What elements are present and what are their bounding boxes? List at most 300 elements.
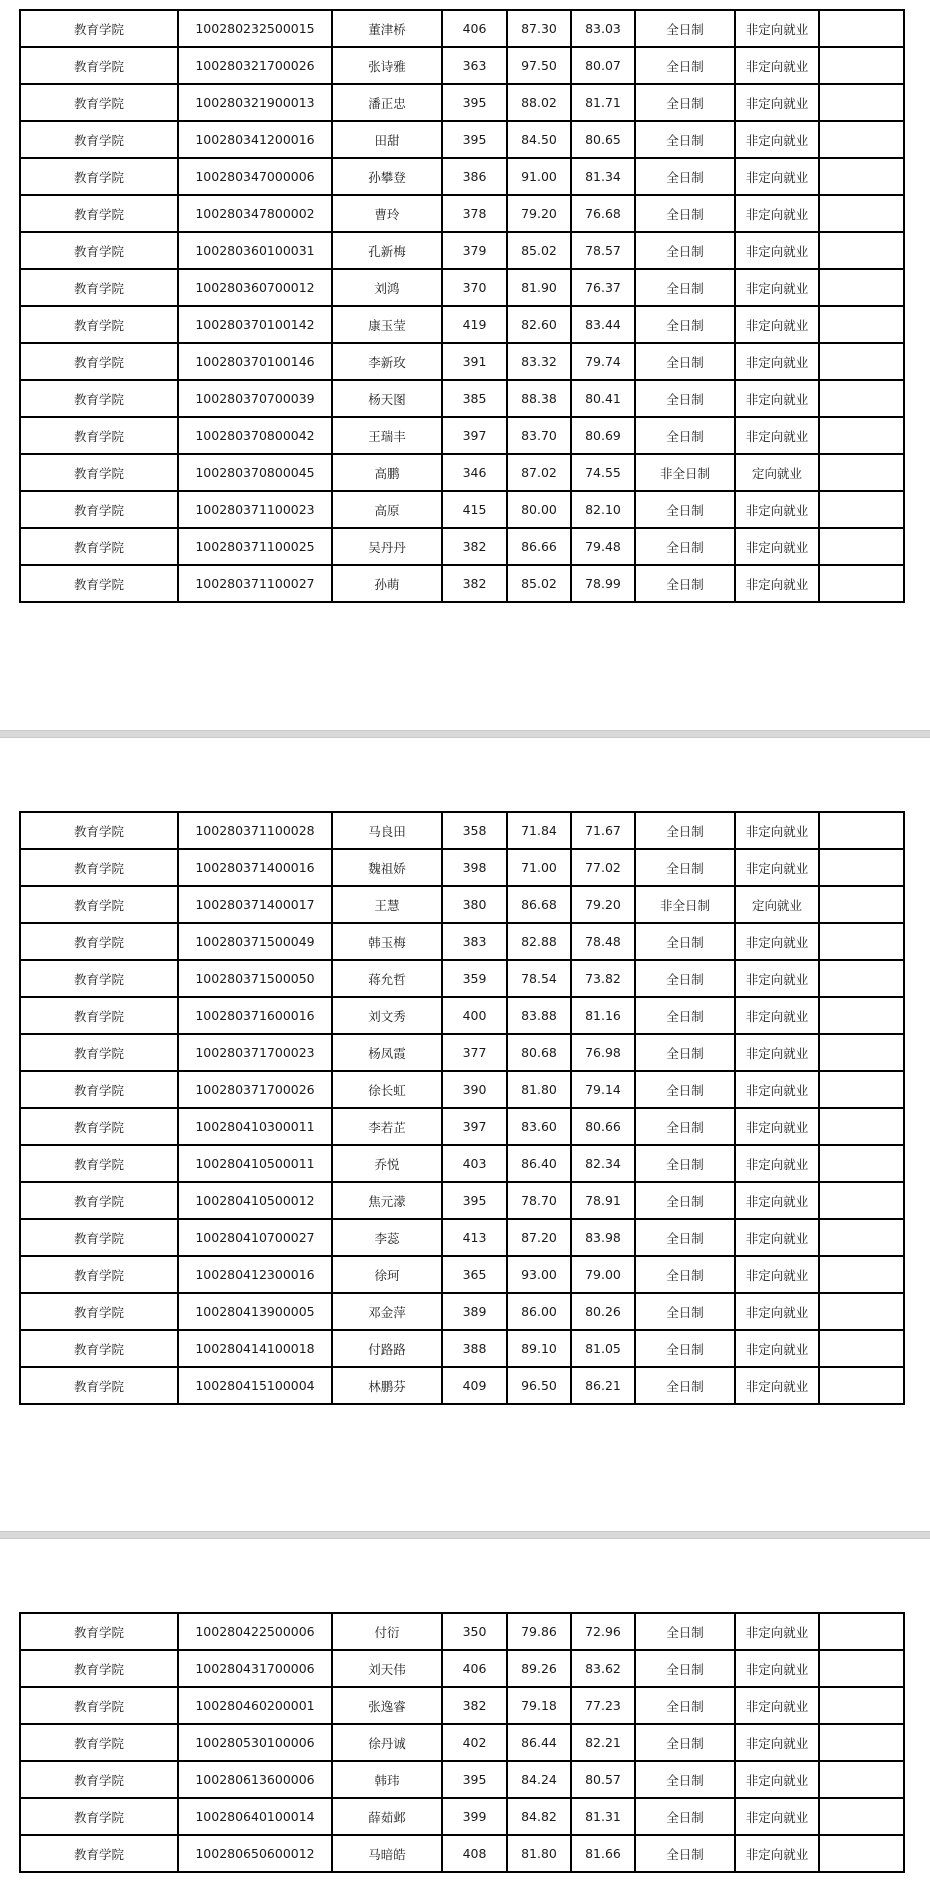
- remark-cell: [819, 10, 904, 47]
- employment-type-cell: 非定向就业: [735, 491, 819, 528]
- table-row: [20, 1835, 904, 1872]
- employment-type-cell: 非定向就业: [735, 1145, 819, 1182]
- total-score-cell: 83.03: [571, 10, 635, 47]
- remark-cell: [819, 1687, 904, 1724]
- employment-type-cell: 非定向就业: [735, 565, 819, 602]
- college-cell: 教育学院: [20, 1761, 178, 1798]
- college-cell: 教育学院: [20, 1367, 178, 1404]
- initial-score-cell: 388: [442, 1330, 507, 1367]
- remark-cell: [819, 232, 904, 269]
- name-cell: 邓金萍: [332, 1293, 442, 1330]
- name-cell: 王瑞丰: [332, 417, 442, 454]
- total-score-cell: 80.66: [571, 1108, 635, 1145]
- initial-score-cell: 382: [442, 565, 507, 602]
- name-cell: 徐长虹: [332, 1071, 442, 1108]
- table-row: [20, 1256, 904, 1293]
- total-score-cell: 82.34: [571, 1145, 635, 1182]
- name-cell: 曹玲: [332, 195, 442, 232]
- table-row: [20, 195, 904, 232]
- retest-score-cell: 80.68: [507, 1034, 571, 1071]
- total-score-cell: 81.16: [571, 997, 635, 1034]
- college-cell: 教育学院: [20, 1293, 178, 1330]
- remark-cell: [819, 47, 904, 84]
- exam-id-cell: 100280371700023: [178, 1034, 332, 1071]
- retest-score-cell: 81.80: [507, 1835, 571, 1872]
- name-cell: 刘鸿: [332, 269, 442, 306]
- remark-cell: [819, 1724, 904, 1761]
- name-cell: 潘正忠: [332, 84, 442, 121]
- study-mode-cell: 全日制: [635, 1293, 735, 1330]
- initial-score-cell: 403: [442, 1145, 507, 1182]
- total-score-cell: 72.96: [571, 1613, 635, 1650]
- table-row: [20, 1034, 904, 1071]
- total-score-cell: 77.23: [571, 1687, 635, 1724]
- study-mode-cell: 全日制: [635, 1724, 735, 1761]
- employment-type-cell: 非定向就业: [735, 1724, 819, 1761]
- college-cell: 教育学院: [20, 158, 178, 195]
- table-row: [20, 528, 904, 565]
- initial-score-cell: 389: [442, 1293, 507, 1330]
- admission-table-page-1: [19, 9, 905, 603]
- exam-id-cell: 100280371100025: [178, 528, 332, 565]
- total-score-cell: 76.98: [571, 1034, 635, 1071]
- employment-type-cell: 非定向就业: [735, 232, 819, 269]
- study-mode-cell: 全日制: [635, 380, 735, 417]
- name-cell: 孔新梅: [332, 232, 442, 269]
- initial-score-cell: 379: [442, 232, 507, 269]
- retest-score-cell: 84.82: [507, 1798, 571, 1835]
- study-mode-cell: 全日制: [635, 306, 735, 343]
- name-cell: 刘天伟: [332, 1650, 442, 1687]
- initial-score-cell: 377: [442, 1034, 507, 1071]
- retest-score-cell: 82.88: [507, 923, 571, 960]
- total-score-cell: 78.99: [571, 565, 635, 602]
- table-row: [20, 960, 904, 997]
- total-score-cell: 80.65: [571, 121, 635, 158]
- table-body: [20, 10, 904, 602]
- table-row: [20, 1108, 904, 1145]
- college-cell: 教育学院: [20, 306, 178, 343]
- name-cell: 张诗雅: [332, 47, 442, 84]
- exam-id-cell: 100280371400016: [178, 849, 332, 886]
- employment-type-cell: 非定向就业: [735, 960, 819, 997]
- college-cell: 教育学院: [20, 1219, 178, 1256]
- initial-score-cell: 386: [442, 158, 507, 195]
- study-mode-cell: 全日制: [635, 1687, 735, 1724]
- total-score-cell: 80.41: [571, 380, 635, 417]
- exam-id-cell: 100280321900013: [178, 84, 332, 121]
- total-score-cell: 76.68: [571, 195, 635, 232]
- table-row: [20, 1367, 904, 1404]
- study-mode-cell: 全日制: [635, 565, 735, 602]
- retest-score-cell: 84.50: [507, 121, 571, 158]
- study-mode-cell: 全日制: [635, 849, 735, 886]
- employment-type-cell: 非定向就业: [735, 47, 819, 84]
- remark-cell: [819, 923, 904, 960]
- employment-type-cell: 非定向就业: [735, 1071, 819, 1108]
- initial-score-cell: 359: [442, 960, 507, 997]
- exam-id-cell: 100280410500012: [178, 1182, 332, 1219]
- initial-score-cell: 370: [442, 269, 507, 306]
- retest-score-cell: 88.02: [507, 84, 571, 121]
- exam-id-cell: 100280650600012: [178, 1835, 332, 1872]
- study-mode-cell: 全日制: [635, 47, 735, 84]
- remark-cell: [819, 306, 904, 343]
- college-cell: 教育学院: [20, 343, 178, 380]
- name-cell: 韩玉梅: [332, 923, 442, 960]
- name-cell: 付路路: [332, 1330, 442, 1367]
- admission-table-page-2: [19, 811, 905, 1405]
- college-cell: 教育学院: [20, 1613, 178, 1650]
- initial-score-cell: 413: [442, 1219, 507, 1256]
- initial-score-cell: 406: [442, 10, 507, 47]
- remark-cell: [819, 195, 904, 232]
- name-cell: 董津桥: [332, 10, 442, 47]
- exam-id-cell: 100280370800045: [178, 454, 332, 491]
- study-mode-cell: 全日制: [635, 343, 735, 380]
- initial-score-cell: 395: [442, 1182, 507, 1219]
- initial-score-cell: 382: [442, 528, 507, 565]
- table-row: [20, 1687, 904, 1724]
- table-row: [20, 491, 904, 528]
- table-row: [20, 306, 904, 343]
- study-mode-cell: 全日制: [635, 84, 735, 121]
- initial-score-cell: 346: [442, 454, 507, 491]
- name-cell: 李若芷: [332, 1108, 442, 1145]
- retest-score-cell: 87.30: [507, 10, 571, 47]
- total-score-cell: 86.21: [571, 1367, 635, 1404]
- table-body: [20, 1613, 904, 1872]
- total-score-cell: 81.66: [571, 1835, 635, 1872]
- admission-table-page-3: [19, 1612, 905, 1873]
- college-cell: 教育学院: [20, 491, 178, 528]
- retest-score-cell: 83.32: [507, 343, 571, 380]
- employment-type-cell: 非定向就业: [735, 10, 819, 47]
- remark-cell: [819, 1071, 904, 1108]
- college-cell: 教育学院: [20, 1256, 178, 1293]
- total-score-cell: 80.26: [571, 1293, 635, 1330]
- college-cell: 教育学院: [20, 1687, 178, 1724]
- initial-score-cell: 350: [442, 1613, 507, 1650]
- initial-score-cell: 380: [442, 886, 507, 923]
- exam-id-cell: 100280414100018: [178, 1330, 332, 1367]
- table-row: [20, 849, 904, 886]
- employment-type-cell: 非定向就业: [735, 121, 819, 158]
- exam-id-cell: 100280530100006: [178, 1724, 332, 1761]
- initial-score-cell: 391: [442, 343, 507, 380]
- employment-type-cell: 非定向就业: [735, 1034, 819, 1071]
- study-mode-cell: 全日制: [635, 1071, 735, 1108]
- retest-score-cell: 81.80: [507, 1071, 571, 1108]
- remark-cell: [819, 380, 904, 417]
- exam-id-cell: 100280371500049: [178, 923, 332, 960]
- college-cell: 教育学院: [20, 195, 178, 232]
- exam-id-cell: 100280371100028: [178, 812, 332, 849]
- table-row: [20, 1330, 904, 1367]
- study-mode-cell: 非全日制: [635, 454, 735, 491]
- retest-score-cell: 86.40: [507, 1145, 571, 1182]
- employment-type-cell: 非定向就业: [735, 997, 819, 1034]
- exam-id-cell: 100280422500006: [178, 1613, 332, 1650]
- initial-score-cell: 397: [442, 417, 507, 454]
- college-cell: 教育学院: [20, 997, 178, 1034]
- retest-score-cell: 83.70: [507, 417, 571, 454]
- remark-cell: [819, 269, 904, 306]
- remark-cell: [819, 565, 904, 602]
- table-row: [20, 47, 904, 84]
- remark-cell: [819, 1034, 904, 1071]
- name-cell: 李新玫: [332, 343, 442, 380]
- name-cell: 马暗皓: [332, 1835, 442, 1872]
- name-cell: 孙攀登: [332, 158, 442, 195]
- employment-type-cell: 非定向就业: [735, 849, 819, 886]
- name-cell: 王慧: [332, 886, 442, 923]
- name-cell: 魏祖娇: [332, 849, 442, 886]
- remark-cell: [819, 812, 904, 849]
- retest-score-cell: 96.50: [507, 1367, 571, 1404]
- employment-type-cell: 非定向就业: [735, 380, 819, 417]
- table-row: [20, 1650, 904, 1687]
- exam-id-cell: 100280415100004: [178, 1367, 332, 1404]
- name-cell: 高鹏: [332, 454, 442, 491]
- study-mode-cell: 非全日制: [635, 886, 735, 923]
- study-mode-cell: 全日制: [635, 528, 735, 565]
- college-cell: 教育学院: [20, 84, 178, 121]
- exam-id-cell: 100280413900005: [178, 1293, 332, 1330]
- retest-score-cell: 86.00: [507, 1293, 571, 1330]
- college-cell: 教育学院: [20, 269, 178, 306]
- study-mode-cell: 全日制: [635, 10, 735, 47]
- table-row: [20, 1613, 904, 1650]
- initial-score-cell: 409: [442, 1367, 507, 1404]
- college-cell: 教育学院: [20, 565, 178, 602]
- initial-score-cell: 398: [442, 849, 507, 886]
- college-cell: 教育学院: [20, 849, 178, 886]
- name-cell: 李蕊: [332, 1219, 442, 1256]
- initial-score-cell: 378: [442, 195, 507, 232]
- table-row: [20, 812, 904, 849]
- exam-id-cell: 100280347800002: [178, 195, 332, 232]
- study-mode-cell: 全日制: [635, 1182, 735, 1219]
- table-row: [20, 269, 904, 306]
- retest-score-cell: 85.02: [507, 232, 571, 269]
- table-row: [20, 1145, 904, 1182]
- employment-type-cell: 非定向就业: [735, 417, 819, 454]
- remark-cell: [819, 84, 904, 121]
- study-mode-cell: 全日制: [635, 195, 735, 232]
- total-score-cell: 81.31: [571, 1798, 635, 1835]
- remark-cell: [819, 158, 904, 195]
- exam-id-cell: 100280371500050: [178, 960, 332, 997]
- college-cell: 教育学院: [20, 1835, 178, 1872]
- total-score-cell: 79.20: [571, 886, 635, 923]
- study-mode-cell: 全日制: [635, 1256, 735, 1293]
- college-cell: 教育学院: [20, 1724, 178, 1761]
- total-score-cell: 79.00: [571, 1256, 635, 1293]
- exam-id-cell: 100280410700027: [178, 1219, 332, 1256]
- college-cell: 教育学院: [20, 1108, 178, 1145]
- retest-score-cell: 83.60: [507, 1108, 571, 1145]
- table-row: [20, 417, 904, 454]
- name-cell: 孙萌: [332, 565, 442, 602]
- college-cell: 教育学院: [20, 1650, 178, 1687]
- study-mode-cell: 全日制: [635, 269, 735, 306]
- remark-cell: [819, 121, 904, 158]
- name-cell: 马良田: [332, 812, 442, 849]
- retest-score-cell: 79.86: [507, 1613, 571, 1650]
- remark-cell: [819, 1145, 904, 1182]
- initial-score-cell: 382: [442, 1687, 507, 1724]
- exam-id-cell: 100280360700012: [178, 269, 332, 306]
- retest-score-cell: 71.84: [507, 812, 571, 849]
- college-cell: 教育学院: [20, 960, 178, 997]
- retest-score-cell: 89.26: [507, 1650, 571, 1687]
- exam-id-cell: 100280460200001: [178, 1687, 332, 1724]
- college-cell: 教育学院: [20, 1145, 178, 1182]
- name-cell: 付衍: [332, 1613, 442, 1650]
- name-cell: 刘文秀: [332, 997, 442, 1034]
- table-row: [20, 1219, 904, 1256]
- total-score-cell: 76.37: [571, 269, 635, 306]
- study-mode-cell: 全日制: [635, 158, 735, 195]
- total-score-cell: 81.71: [571, 84, 635, 121]
- initial-score-cell: 400: [442, 997, 507, 1034]
- study-mode-cell: 全日制: [635, 923, 735, 960]
- retest-score-cell: 84.24: [507, 1761, 571, 1798]
- total-score-cell: 80.57: [571, 1761, 635, 1798]
- name-cell: 吴丹丹: [332, 528, 442, 565]
- name-cell: 田甜: [332, 121, 442, 158]
- total-score-cell: 83.62: [571, 1650, 635, 1687]
- employment-type-cell: 非定向就业: [735, 343, 819, 380]
- remark-cell: [819, 1367, 904, 1404]
- remark-cell: [819, 1293, 904, 1330]
- employment-type-cell: 非定向就业: [735, 1256, 819, 1293]
- retest-score-cell: 93.00: [507, 1256, 571, 1293]
- initial-score-cell: 365: [442, 1256, 507, 1293]
- employment-type-cell: 非定向就业: [735, 1293, 819, 1330]
- retest-score-cell: 86.66: [507, 528, 571, 565]
- exam-id-cell: 100280347000006: [178, 158, 332, 195]
- retest-score-cell: 86.44: [507, 1724, 571, 1761]
- initial-score-cell: 406: [442, 1650, 507, 1687]
- remark-cell: [819, 1650, 904, 1687]
- employment-type-cell: 非定向就业: [735, 1219, 819, 1256]
- total-score-cell: 83.98: [571, 1219, 635, 1256]
- college-cell: 教育学院: [20, 1798, 178, 1835]
- remark-cell: [819, 417, 904, 454]
- initial-score-cell: 383: [442, 923, 507, 960]
- total-score-cell: 82.21: [571, 1724, 635, 1761]
- name-cell: 韩玮: [332, 1761, 442, 1798]
- college-cell: 教育学院: [20, 812, 178, 849]
- employment-type-cell: 非定向就业: [735, 1108, 819, 1145]
- name-cell: 张逸睿: [332, 1687, 442, 1724]
- remark-cell: [819, 454, 904, 491]
- page-separator: [0, 1531, 930, 1539]
- exam-id-cell: 100280371700026: [178, 1071, 332, 1108]
- remark-cell: [819, 1613, 904, 1650]
- retest-score-cell: 81.90: [507, 269, 571, 306]
- total-score-cell: 80.07: [571, 47, 635, 84]
- employment-type-cell: 非定向就业: [735, 1650, 819, 1687]
- college-cell: 教育学院: [20, 923, 178, 960]
- exam-id-cell: 100280371100027: [178, 565, 332, 602]
- employment-type-cell: 非定向就业: [735, 1613, 819, 1650]
- total-score-cell: 74.55: [571, 454, 635, 491]
- name-cell: 焦元濛: [332, 1182, 442, 1219]
- initial-score-cell: 363: [442, 47, 507, 84]
- study-mode-cell: 全日制: [635, 997, 735, 1034]
- total-score-cell: 78.57: [571, 232, 635, 269]
- employment-type-cell: 非定向就业: [735, 812, 819, 849]
- exam-id-cell: 100280371400017: [178, 886, 332, 923]
- study-mode-cell: 全日制: [635, 232, 735, 269]
- table-body: [20, 812, 904, 1404]
- initial-score-cell: 358: [442, 812, 507, 849]
- employment-type-cell: 非定向就业: [735, 1798, 819, 1835]
- remark-cell: [819, 491, 904, 528]
- name-cell: 乔悦: [332, 1145, 442, 1182]
- remark-cell: [819, 997, 904, 1034]
- employment-type-cell: 定向就业: [735, 886, 819, 923]
- total-score-cell: 79.14: [571, 1071, 635, 1108]
- exam-id-cell: 100280321700026: [178, 47, 332, 84]
- table-row: [20, 1293, 904, 1330]
- retest-score-cell: 82.60: [507, 306, 571, 343]
- total-score-cell: 82.10: [571, 491, 635, 528]
- study-mode-cell: 全日制: [635, 1798, 735, 1835]
- remark-cell: [819, 1219, 904, 1256]
- employment-type-cell: 非定向就业: [735, 195, 819, 232]
- exam-id-cell: 100280370700039: [178, 380, 332, 417]
- employment-type-cell: 非定向就业: [735, 1835, 819, 1872]
- initial-score-cell: 395: [442, 1761, 507, 1798]
- college-cell: 教育学院: [20, 1034, 178, 1071]
- initial-score-cell: 397: [442, 1108, 507, 1145]
- college-cell: 教育学院: [20, 454, 178, 491]
- name-cell: 杨天图: [332, 380, 442, 417]
- exam-id-cell: 100280370100146: [178, 343, 332, 380]
- study-mode-cell: 全日制: [635, 812, 735, 849]
- college-cell: 教育学院: [20, 1071, 178, 1108]
- study-mode-cell: 全日制: [635, 1145, 735, 1182]
- employment-type-cell: 非定向就业: [735, 1182, 819, 1219]
- employment-type-cell: 非定向就业: [735, 306, 819, 343]
- remark-cell: [819, 960, 904, 997]
- remark-cell: [819, 849, 904, 886]
- retest-score-cell: 91.00: [507, 158, 571, 195]
- retest-score-cell: 86.68: [507, 886, 571, 923]
- retest-score-cell: 88.38: [507, 380, 571, 417]
- study-mode-cell: 全日制: [635, 1330, 735, 1367]
- retest-score-cell: 87.20: [507, 1219, 571, 1256]
- study-mode-cell: 全日制: [635, 121, 735, 158]
- employment-type-cell: 定向就业: [735, 454, 819, 491]
- total-score-cell: 81.34: [571, 158, 635, 195]
- retest-score-cell: 89.10: [507, 1330, 571, 1367]
- table-row: [20, 158, 904, 195]
- college-cell: 教育学院: [20, 1330, 178, 1367]
- name-cell: 杨凤霞: [332, 1034, 442, 1071]
- employment-type-cell: 非定向就业: [735, 1687, 819, 1724]
- table-row: [20, 380, 904, 417]
- college-cell: 教育学院: [20, 1182, 178, 1219]
- study-mode-cell: 全日制: [635, 960, 735, 997]
- retest-score-cell: 80.00: [507, 491, 571, 528]
- employment-type-cell: 非定向就业: [735, 1761, 819, 1798]
- table-row: [20, 1182, 904, 1219]
